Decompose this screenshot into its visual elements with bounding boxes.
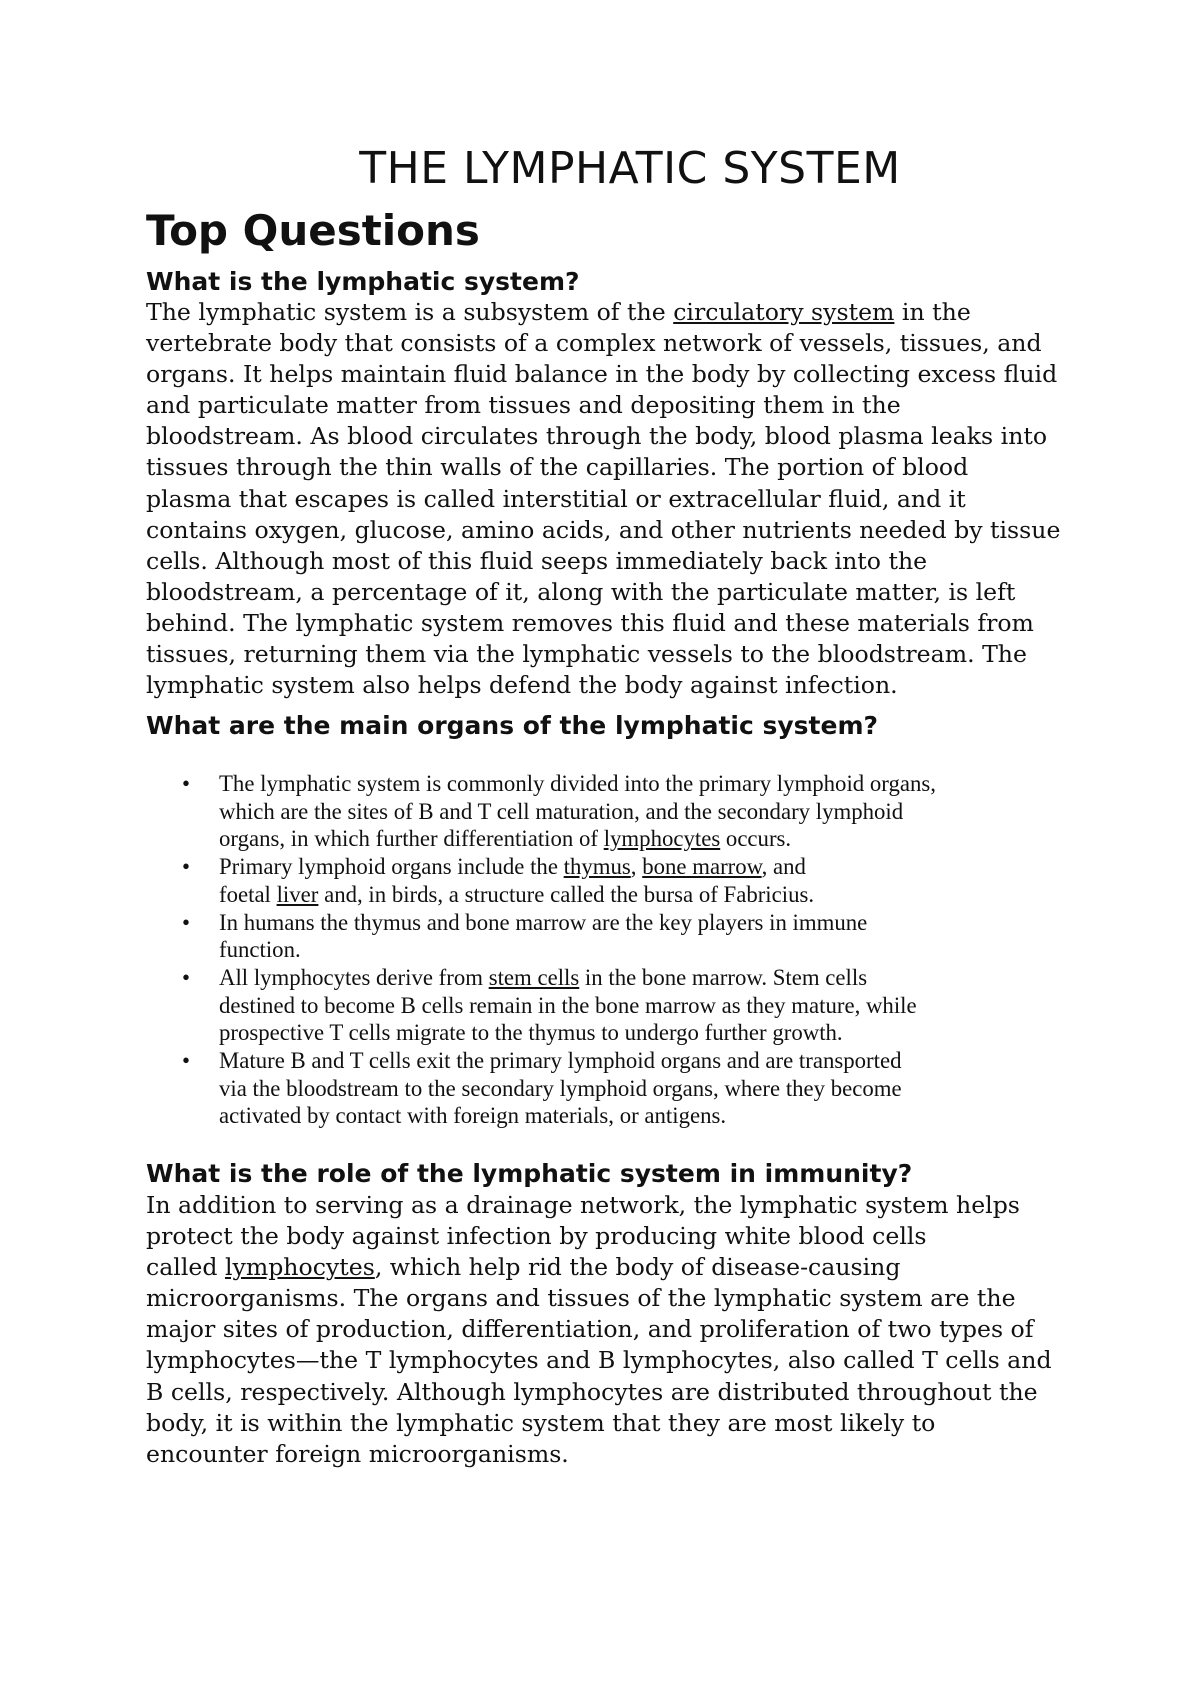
text-run: in the bone marrow. Stem cells bbox=[579, 964, 868, 990]
bullet-item bbox=[146, 909, 1086, 964]
text-run: , which help rid the body of disease-causing bbox=[374, 1253, 901, 1282]
text-line bbox=[146, 546, 1066, 577]
text-line bbox=[146, 297, 1066, 328]
text-run: bloodstream, a percentage of it, along with the particulate matter, is left bbox=[146, 577, 1016, 606]
text-run: In humans the thymus and bone marrow are the key players in immune bbox=[219, 909, 868, 935]
text-line bbox=[219, 798, 1086, 826]
text-line bbox=[219, 1047, 1086, 1075]
inline-link[interactable]: lymphocytes bbox=[224, 1253, 375, 1282]
organs-bullet-list bbox=[146, 770, 1086, 1130]
text-line bbox=[219, 1102, 1086, 1130]
text-run: protect the body against infection by producing white blood cells bbox=[146, 1222, 927, 1251]
top-questions-heading: Top Questions bbox=[146, 206, 480, 255]
text-run: vertebrate body that consists of a complex network of vessels, tissues, and bbox=[146, 329, 1042, 358]
inline-link[interactable]: stem cells bbox=[488, 964, 580, 990]
text-line bbox=[146, 1314, 1066, 1345]
text-run: prospective T cells migrate to the thymus to undergo further growth. bbox=[219, 1020, 843, 1046]
text-run: behind. The lymphatic system removes this fluid and these materials from bbox=[146, 608, 1034, 637]
text-run: lymphocytes—the T lymphocytes and B lymphocytes, also called T cells and bbox=[146, 1346, 1052, 1375]
text-line bbox=[146, 1190, 1066, 1221]
text-run: tissues, returning them via the lymphatic vessels to the bloodstream. The bbox=[146, 640, 1027, 669]
section1-heading: What is the lymphatic system? bbox=[146, 267, 580, 296]
text-run: , bbox=[630, 854, 643, 880]
text-line bbox=[146, 1221, 1066, 1252]
inline-link[interactable]: lymphocytes bbox=[603, 826, 721, 852]
text-line bbox=[219, 992, 1086, 1020]
text-line bbox=[219, 1075, 1086, 1103]
text-run: encounter foreign microorganisms. bbox=[146, 1439, 569, 1468]
text-run: Primary lymphoid organs include the bbox=[219, 854, 564, 880]
text-line bbox=[146, 515, 1066, 546]
text-line bbox=[219, 825, 1086, 853]
bullet-icon: • bbox=[182, 1048, 190, 1074]
text-line bbox=[146, 390, 1066, 421]
text-line bbox=[219, 770, 1086, 798]
text-run: tissues through the thin walls of the capillaries. The portion of blood bbox=[146, 453, 969, 482]
text-line bbox=[219, 881, 1086, 909]
text-run: via the bloodstream to the secondary lymphoid organs, where they become bbox=[219, 1075, 902, 1101]
text-run: plasma that escapes is called interstitial or extracellular fluid, and it bbox=[146, 484, 966, 513]
text-line bbox=[219, 853, 1086, 881]
text-run: occurs. bbox=[720, 826, 792, 852]
text-line bbox=[146, 1283, 1066, 1314]
bullet-item bbox=[146, 964, 1086, 1047]
text-line bbox=[146, 484, 1066, 515]
inline-link[interactable]: bone marrow bbox=[642, 854, 762, 880]
inline-link[interactable]: thymus bbox=[563, 854, 631, 880]
section1-paragraph bbox=[146, 297, 1066, 701]
document-title: THE LYMPHATIC SYSTEM bbox=[359, 143, 901, 194]
text-run: which are the sites of B and T cell maturation, and the secondary lymphoid bbox=[219, 798, 904, 824]
text-run: foetal bbox=[219, 881, 277, 907]
bullet-item bbox=[146, 1047, 1086, 1130]
text-line bbox=[146, 1408, 1066, 1439]
text-run: and, in birds, a structure called the bursa of Fabricius. bbox=[318, 881, 815, 907]
bullet-item bbox=[146, 770, 1086, 853]
text-line bbox=[219, 964, 1086, 992]
section2-heading: What are the main organs of the lymphatic system? bbox=[146, 711, 879, 740]
text-run: bloodstream. As blood circulates through the body, blood plasma leaks into bbox=[146, 422, 1048, 451]
text-run: In addition to serving as a drainage network, the lymphatic system helps bbox=[146, 1191, 1020, 1219]
text-line bbox=[146, 608, 1066, 639]
text-line bbox=[146, 1252, 1066, 1283]
text-run: The lymphatic system is commonly divided into the primary lymphoid organs, bbox=[219, 771, 936, 796]
text-run: cells. Although most of this fluid seeps immediately back into the bbox=[146, 546, 928, 575]
text-run: and particulate matter from tissues and depositing them in the bbox=[146, 391, 901, 420]
text-line bbox=[146, 1377, 1066, 1408]
bullet-icon: • bbox=[182, 909, 190, 935]
text-run: , and bbox=[761, 854, 806, 880]
bullet-icon: • bbox=[182, 964, 190, 990]
bullet-item bbox=[146, 853, 1086, 908]
inline-link[interactable]: circulatory system bbox=[673, 298, 895, 326]
text-run: microorganisms. The organs and tissues of the lymphatic system are the bbox=[146, 1284, 1016, 1313]
text-line bbox=[146, 577, 1066, 608]
text-line bbox=[219, 1019, 1086, 1047]
text-run: destined to become B cells remain in the bone marrow as they mature, while bbox=[219, 992, 917, 1018]
section3-paragraph bbox=[146, 1190, 1066, 1470]
text-run: major sites of production, differentiation, and proliferation of two types of bbox=[146, 1315, 1034, 1344]
text-line bbox=[219, 936, 1086, 964]
text-run: Mature B and T cells exit the primary lymphoid organs and are transported bbox=[219, 1048, 902, 1074]
text-run: body, it is within the lymphatic system that they are most likely to bbox=[146, 1408, 936, 1437]
inline-link[interactable]: liver bbox=[276, 881, 319, 907]
section3-heading: What is the role of the lymphatic system in immunity? bbox=[146, 1159, 913, 1188]
text-line bbox=[146, 452, 1066, 483]
text-run: in the bbox=[894, 298, 971, 326]
text-run: lymphatic system also helps defend the body against infection. bbox=[146, 671, 898, 700]
text-line bbox=[146, 328, 1066, 359]
text-line bbox=[146, 639, 1066, 670]
text-line bbox=[146, 421, 1066, 452]
text-run: The lymphatic system is a subsystem of the bbox=[146, 298, 674, 326]
text-line bbox=[146, 670, 1066, 701]
text-run: called bbox=[146, 1253, 225, 1282]
text-run: contains oxygen, glucose, amino acids, and other nutrients needed by tissue bbox=[146, 515, 1061, 544]
bullet-icon: • bbox=[182, 854, 190, 880]
text-line bbox=[146, 1439, 1066, 1470]
text-run: organs, in which further differentiation of bbox=[219, 826, 604, 852]
bullet-icon: • bbox=[182, 771, 190, 796]
text-line bbox=[219, 909, 1086, 937]
text-run: B cells, respectively. Although lymphocytes are distributed throughout the bbox=[146, 1377, 1038, 1406]
text-run: function. bbox=[219, 937, 301, 963]
text-line bbox=[146, 1345, 1066, 1376]
text-run: activated by contact with foreign materials, or antigens. bbox=[219, 1103, 727, 1129]
text-run: organs. It helps maintain fluid balance in the body by collecting excess fluid bbox=[146, 360, 1058, 389]
text-run: All lymphocytes derive from bbox=[219, 964, 489, 990]
text-line bbox=[146, 359, 1066, 390]
